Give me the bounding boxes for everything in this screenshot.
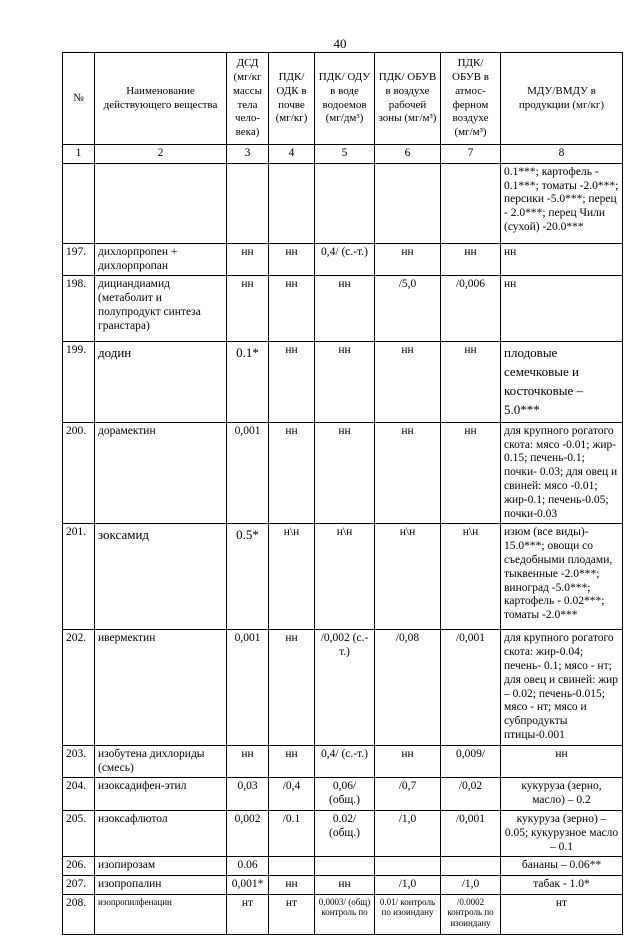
cell-substance: изопирозам [95, 857, 227, 876]
column-number: 8 [501, 145, 623, 164]
cell-soil: нн [269, 342, 315, 422]
cell-substance: изоксадифен-этил [95, 778, 227, 811]
header-dsd: ДСД (мг/кг массы тела чело-века) [227, 53, 269, 145]
cell-work-air: /1,0 [375, 810, 441, 856]
cell-number: 199. [63, 342, 95, 422]
cell-water: нн [315, 876, 375, 895]
cell-work-air [375, 163, 441, 243]
table-row [63, 524, 623, 630]
cell-mdu: для крупного рогатого скота: жир-0.04; печень- 0.1; мясо - нт; для овец и свиней: жир – 0.02; печень-0.015; мясо - нт; мясо и субпродукты птицы-0.001 [501, 630, 623, 745]
cell-water: 0,4/ (с.-т.) [315, 243, 375, 276]
cell-water: н\н [315, 524, 375, 630]
cell-mdu: нт [501, 894, 623, 934]
cell-atm-air: 0,009/ [441, 745, 501, 778]
cell-number [63, 163, 95, 243]
column-number: 5 [315, 145, 375, 164]
cell-dsd: 0.06 [227, 857, 269, 876]
cell-dsd: 0.1* [227, 342, 269, 422]
header-substance: Наименование действующего вещества [95, 53, 227, 145]
cell-substance: дихлорпропен + дихлорпропан [95, 243, 227, 276]
cell-number: 206. [63, 857, 95, 876]
cell-water: нн [315, 422, 375, 524]
cell-atm-air: /0,006 [441, 276, 501, 342]
cell-soil: нн [269, 630, 315, 745]
header-water: ПДК/ ОДУ в воде водоемов (мг/дм³) [315, 53, 375, 145]
cell-soil: нн [269, 422, 315, 524]
cell-substance: изоксафлютол [95, 810, 227, 856]
cell-number: 204. [63, 778, 95, 811]
cell-work-air: н\н [375, 524, 441, 630]
cell-atm-air: нн [441, 243, 501, 276]
cell-mdu: кукуруза (зерно, масло) – 0.2 [501, 778, 623, 811]
cell-soil: нн [269, 243, 315, 276]
cell-number: 205. [63, 810, 95, 856]
cell-water: 0,06/ (общ.) [315, 778, 375, 811]
cell-water: нн [315, 342, 375, 422]
table-row [63, 276, 623, 342]
cell-dsd [227, 163, 269, 243]
page-number: 40 [333, 36, 347, 51]
cell-substance: дорамектин [95, 422, 227, 524]
cell-mdu: плодовые семечковые и косточковые – 5.0*** [501, 342, 623, 422]
cell-dsd: 0,002 [227, 810, 269, 856]
cell-number: 203. [63, 745, 95, 778]
column-number: 7 [441, 145, 501, 164]
cell-water [315, 163, 375, 243]
cell-atm-air: /0.0002 контроль по изоиндану [441, 894, 501, 934]
cell-soil: нн [269, 745, 315, 778]
cell-dsd: 0,001 [227, 630, 269, 745]
cell-mdu: для крупного рогатого скота: мясо -0.01; жир- 0.15; печень-0.1; почки- 0.03; для овец и свиней: мясо -0.01; жир-0.1; печень-0.05; почки-0.03 [501, 422, 623, 524]
table-row [63, 342, 623, 422]
cell-work-air: нн [375, 745, 441, 778]
cell-mdu: кукуруза (зерно) – 0.05; кукурузное масло – 0.1 [501, 810, 623, 856]
cell-water: 0,4/ (с.-т.) [315, 745, 375, 778]
cell-substance: ивермектин [95, 630, 227, 745]
column-number: 2 [95, 145, 227, 164]
cell-dsd: нн [227, 243, 269, 276]
table-row [63, 876, 623, 895]
cell-atm-air: /0,02 [441, 778, 501, 811]
cell-mdu: нн [501, 745, 623, 778]
cell-work-air: /5,0 [375, 276, 441, 342]
header-row [63, 53, 623, 145]
header-atm-air: ПДК/ ОБУВ в атмос-ферном воздухе (мг/м³) [441, 53, 501, 145]
cell-substance: дициандиамид (метаболит и полупродукт синтеза гранстара) [95, 276, 227, 342]
cell-mdu: нн [501, 276, 623, 342]
cell-number: 200. [63, 422, 95, 524]
cell-dsd: 0,001* [227, 876, 269, 895]
cell-substance: додин [95, 342, 227, 422]
table-row [63, 422, 623, 524]
table-row [63, 243, 623, 276]
cell-soil: /0,4 [269, 778, 315, 811]
cell-mdu: бананы – 0.06** [501, 857, 623, 876]
cell-soil [269, 163, 315, 243]
cell-dsd: 0,001 [227, 422, 269, 524]
table-row [63, 857, 623, 876]
table-row [63, 745, 623, 778]
cell-atm-air [441, 857, 501, 876]
cell-atm-air: н\н [441, 524, 501, 630]
cell-substance: зоксамид [95, 524, 227, 630]
cell-water [315, 857, 375, 876]
cell-work-air: 0.01/ контроль по изоиндану [375, 894, 441, 934]
cell-work-air: /0,7 [375, 778, 441, 811]
header-work-air: ПДК/ ОБУВ в воздухе рабочей зоны (мг/м³) [375, 53, 441, 145]
column-number-row [63, 145, 623, 164]
cell-soil: /0.1 [269, 810, 315, 856]
cell-atm-air: /0,001 [441, 810, 501, 856]
cell-dsd: нн [227, 745, 269, 778]
cell-mdu: изюм (все виды)- 15.0***; овощи со съедобными плодами, тыквенные -2.0***; виноград -5.0***; картофель - 0.02***; томаты -2.0*** [501, 524, 623, 630]
cell-work-air: нн [375, 422, 441, 524]
cell-atm-air: /1,0 [441, 876, 501, 895]
cell-work-air [375, 857, 441, 876]
cell-work-air: нн [375, 342, 441, 422]
cell-work-air: нн [375, 243, 441, 276]
cell-water: 0,0003/ (общ) контроль по [315, 894, 375, 934]
cell-atm-air: нн [441, 422, 501, 524]
column-number: 6 [375, 145, 441, 164]
cell-mdu: нн [501, 243, 623, 276]
cell-soil: нт [269, 894, 315, 934]
cell-number: 208. [63, 894, 95, 934]
cell-work-air: /1,0 [375, 876, 441, 895]
cell-dsd: 0,03 [227, 778, 269, 811]
cell-atm-air: нн [441, 342, 501, 422]
cell-number: 202. [63, 630, 95, 745]
pesticide-table [62, 52, 623, 935]
table-row [63, 630, 623, 745]
cell-soil [269, 857, 315, 876]
cell-soil: нн [269, 276, 315, 342]
column-number: 3 [227, 145, 269, 164]
cell-mdu: табак - 1.0* [501, 876, 623, 895]
cell-substance: изопропилфенацин [95, 894, 227, 934]
header-mdu: МДУ/ВМДУ в продукции (мг/кг) [501, 53, 623, 145]
column-number: 4 [269, 145, 315, 164]
cell-dsd: нн [227, 276, 269, 342]
cell-water: 0.02/ (общ.) [315, 810, 375, 856]
cell-dsd: нт [227, 894, 269, 934]
cell-atm-air: /0,001 [441, 630, 501, 745]
table-row [63, 894, 623, 934]
column-number: 1 [63, 145, 95, 164]
cell-soil: н\н [269, 524, 315, 630]
header-soil: ПДК/ ОДК в почве (мг/кг) [269, 53, 315, 145]
cell-soil: нн [269, 876, 315, 895]
cell-substance [95, 163, 227, 243]
cell-water: /0,002 (с.-т.) [315, 630, 375, 745]
cell-substance: изопропалин [95, 876, 227, 895]
cell-dsd: 0.5* [227, 524, 269, 630]
header-number: № [63, 53, 95, 145]
cell-atm-air [441, 163, 501, 243]
cell-substance: изобутена дихлориды (смесь) [95, 745, 227, 778]
table-row [63, 778, 623, 811]
cell-number: 197. [63, 243, 95, 276]
cell-work-air: /0,08 [375, 630, 441, 745]
table-row [63, 810, 623, 856]
table-row-continuation [63, 163, 623, 243]
cell-number: 198. [63, 276, 95, 342]
cell-water: нн [315, 276, 375, 342]
cell-number: 201. [63, 524, 95, 630]
cell-mdu: 0.1***; картофель - 0.1***; томаты -2.0***; персики -5.0***; перец - 2.0***; перец Чили (сухой) -20.0*** [501, 163, 623, 243]
cell-number: 207. [63, 876, 95, 895]
